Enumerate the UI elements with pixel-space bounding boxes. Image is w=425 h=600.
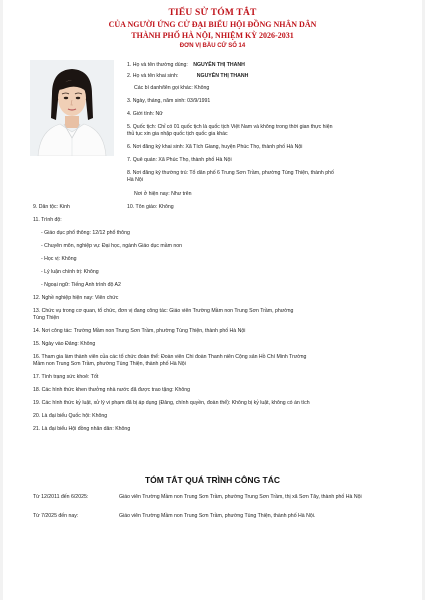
field-residence-line2: Hà Nội [127,177,143,183]
field-birth-registration: 6. Nơi đăng ký khai sinh: Xã Tích Giang, huyện Phúc Thọ, thành phố Hà Nội [127,144,303,150]
field-organizations-line1: 16. Tham gia làm thành viên của các tổ chức đoàn thể: Đoàn viên Chi đoàn Thanh niên Cộng sản Hồ Chí Minh Trường [33,354,307,360]
field-birth-name [127,73,248,80]
field-workplace: 14. Nơi công tác: Trường Mầm non Trung Sơn Trầm, phường Tùng Thiện, thành phố Hà Nội [33,328,246,334]
field-gender: 4. Giới tính: Nữ [127,111,163,117]
field-birth-name-value: NGUYỄN THỊ THANH [196,73,249,79]
field-position-line2: Tùng Thiện [33,315,60,321]
field-current-address: Nơi ở hiện nay: Như trên [134,191,192,197]
field-specialization: - Chuyên môn, nghiệp vụ: Đại học, ngành Giáo dục mầm non [41,243,183,249]
candidate-photo [30,60,114,156]
work-history-title: TÓM TẮT QUÁ TRÌNH CÔNG TÁC [144,475,281,485]
field-religion: 10. Tôn giáo: Không [127,204,174,210]
work-item-1-period: Từ 12/2011 đến 6/2025: [33,494,89,500]
field-position-line1: 13. Chức vụ trong cơ quan, tổ chức, đơn vị đang công tác: Giáo viên Trường Mầm non Trung Sơn Trầm, phường [33,308,294,314]
field-party-join-date: 15. Ngày vào Đảng: Không [33,341,96,347]
field-peoples-council: 21. Là đại biểu Hội đồng nhân dân: Không [33,426,131,432]
field-nationality-line2: thủ tục xin gia nhập quốc tịch quốc gia khác [127,131,228,137]
field-national-assembly: 20. Là đại biểu Quốc hội: Không [33,413,108,419]
document-title: TIỂU SỬ TÓM TẮT [168,8,257,18]
field-organizations-line2: Mầm non Trung Sơn Trầm, phường Tùng Thiện, thành phố Hà Nội [33,361,186,367]
field-aliases: Các bí danh/tên gọi khác: Không [134,85,210,91]
field-awards: 18. Các hình thức khen thưởng nhà nước đã được trao tặng: Không [33,387,191,393]
field-birth-date: 3. Ngày, tháng, năm sinh: 03/9/1991 [127,98,211,104]
field-discipline: 19. Các hình thức kỷ luật, xử lý vi phạm đã bị áp dụng (Đảng, chính quyền, đoàn thể): Không bị kỷ luật, không có án tích [33,400,310,406]
work-item-2-description: Giáo viên Trường Mầm non Trung Sơn Trầm, phường Tùng Thiện, thành phố Hà Nội. [119,513,316,519]
field-common-name-label: 1. Họ và tên thường dùng: [127,62,188,68]
electoral-unit: ĐƠN VỊ BẦU CỬ SỐ 14 [179,43,246,49]
field-ethnicity: 9. Dân tộc: Kinh [33,204,70,210]
portrait-image [30,60,114,156]
field-foreign-language: - Ngoại ngữ: Tiếng Anh trình độ A2 [41,282,121,288]
field-education-heading: 11. Trình độ: [33,217,62,223]
field-residence-line1: 8. Nơi đăng ký thường trú: Tổ dân phố 6 Trung Sơn Trầm, phường Tùng Thiện, thành phố [127,170,334,176]
field-degree: - Học vị: Không [41,256,77,262]
field-health: 17. Tình trạng sức khoẻ: Tốt [33,374,99,380]
field-political-theory: - Lý luận chính trị: Không [41,269,99,275]
field-common-name [127,62,245,69]
field-hometown: 7. Quê quán: Xã Phúc Thọ, thành phố Hà Nội [127,157,232,163]
field-occupation: 12. Nghề nghiệp hiện nay: Viên chức [33,295,119,301]
biography-page [3,0,422,600]
document-subtitle-line2: THÀNH PHỐ HÀ NỘI, NHIỆM KỲ 2026-2031 [131,31,294,40]
field-birth-name-label: 2. Họ và tên khai sinh: [127,73,179,79]
field-nationality-line1: 5. Quốc tịch: Chỉ có 01 quốc tịch là quốc tịch Việt Nam và không trong thời gian thực hiện [127,124,333,130]
document-subtitle-line1: CỦA NGƯỜI ỨNG CỬ ĐẠI BIỂU HỘI ĐỒNG NHÂN DÂN [108,20,317,29]
work-item-1-description: Giáo viên Trường Mầm non Trung Sơn Trầm, phường Trung Sơn Trầm, thị xã Sơn Tây, thành phố Hà Nội [119,494,362,500]
field-common-name-value: NGUYỄN THỊ THANH [193,62,245,68]
work-item-2-period: Từ 7/2025 đến nay: [33,513,79,519]
field-general-education: - Giáo dục phổ thông: 12/12 phổ thông [41,230,130,236]
